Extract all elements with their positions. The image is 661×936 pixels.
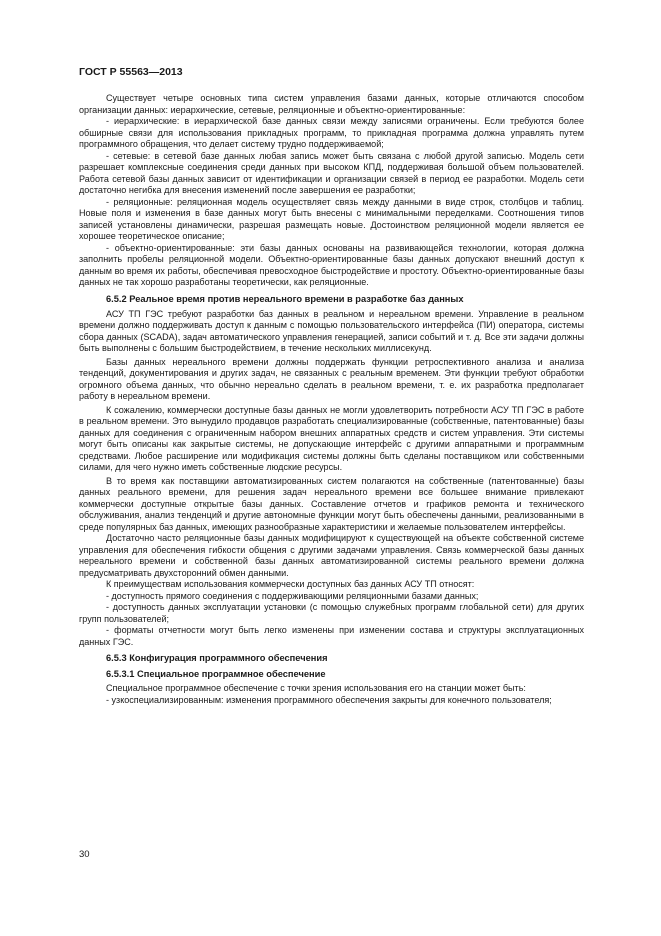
section-heading-6-5-3-1: 6.5.3.1 Специальное программное обеспечение <box>106 669 326 679</box>
list-item-report-formats: - форматы отчетности могут быть легко изменены при изменении состава и структуры эксплуатационных данных ГЭС. <box>79 625 584 647</box>
section-heading-6-5-3: 6.5.3 Конфигурация программного обеспечения <box>106 653 328 663</box>
paragraph-vendors: В то время как поставщики автоматизированных систем полагаются на собственные (патентованные) базы данных реального времени, для решения задач нереального времени все большее внимание привлекают коммерчески доступные открытые базы данных. Составление отчетов и графиков ремонта и технического обслуживания, анализ тенденций и другие автономные функции могут быть обеспечены данными, реализованными в среде популярных баз данных, имеющих разнообразные характеристики и желаемые пользователем интерфейсы. <box>79 475 584 532</box>
paragraph-relational-mod: Достаточно часто реляционные базы данных модифицируют к существующей на объекте собственной системе управления для обеспечения гибкости общения с другими задачами управления. Связь коммерческой базы данных нереального времени и собственной базы данных автоматизированной системы реального времени должна предусматривать двухсторонний обмен данными. <box>79 533 584 578</box>
section-heading-6-5-2: 6.5.2 Реальное время против нереального времени в разработке баз данных <box>106 293 464 304</box>
page-body <box>79 93 584 706</box>
list-item-narrow-specialized: - узкоспециализированным: изменения программного обеспечения закрыты для конечного пользователя; <box>106 694 552 705</box>
list-item-network: - сетевые: в сетевой базе данных любая запись может быть связана с любой другой записью. Модель сети разрешает комплексные соединения среди данных при высоком КПД, поддерживая большой объем пользователей. Работа сетевой базы данных зависит от идентификации и организации связей в период ее разработки. Модель сети достаточно негибка для внесения изменений после завершения ее разработки; <box>79 150 584 195</box>
paragraph-intro: Существует четыре основных типа систем управления базами данных, которые отличаются способом организации данных: иерархические, сетевые, реляционные и объектно-ориентированные: <box>79 93 584 115</box>
paragraph-advantages: К преимуществам использования коммерчески доступных баз данных АСУ ТП относят: <box>106 579 475 589</box>
paragraph-realtime: АСУ ТП ГЭС требуют разработки баз данных в реальном и нереальном времени. Управление в реальном времени должно поддерживать доступ к данным с помощью пользовательского интерфейса (ПИ) оператора, системы сбора данных (SCADA), задач автоматического управления генерацией, записи событий и т. д. Все эти задачи должны быть выполнены с большим быстродействием, в течение нескольких миллисекунд. <box>79 308 584 353</box>
list-item-hierarchical: - иерархические: в иерархической базе данных связи между записями ограничены. Если требуются более обширные связи для использования прикладных программ, то прикладная программа должна управлять путем программного обращения, что делает систему трудно поддерживаемой; <box>79 116 584 149</box>
list-item-data-availability: - доступность данных эксплуатации установки (с помощью служебных программ глобальной сети) для других групп пользователей; <box>79 602 584 624</box>
paragraph-commercial: К сожалению, коммерчески доступные базы данных не могли удовлетворить потребности АСУ ТП ГЭС в работе в реальном времени. Это вынудило продавцов разработать специализированные (собственные, патентованные) базы данных для соединения с ограниченным набором внешних аппаратных средств и систем управления. Эти системы могут быть описаны как закрытые системы, не допускающие интерфейс с другими аппаратными и программным средствами. Любое расширение или модификация системы должны быть сделаны поставщиком или собственными силами, для чего нужно иметь собственные людские ресурсы. <box>79 404 584 472</box>
paragraph-special-software: Специальное программное обеспечение с точки зрения использования его на станции может быть: <box>106 683 526 693</box>
document-header: ГОСТ Р 55563—2013 <box>79 66 183 78</box>
paragraph-nonrealtime: Базы данных нереального времени должны поддержать функции ретроспективного анализа и анализа тенденций, документирования и других задач, не связанных с реальным временем. Эти функции требуют обработки огромного объема данных, что обычно нереально сделать в реальном времени, т. е. их разработка предполагает работу в нереальном времени. <box>79 356 584 401</box>
list-item-direct-connection: - доступность прямого соединения с поддерживающими реляционными базами данных; <box>106 590 479 601</box>
page-number: 30 <box>79 849 90 860</box>
list-item-object-oriented: - объектно-ориентированные: эти базы данных основаны на развивающейся технологии, которая должна заполнить пробелы реляционной модели. Объектно-ориентированные базы данных допускают внешний доступ к данным во время их работы, обеспечивая превосходное быстродействие и простоту. Объектно-ориентированные базы данных не так хорошо разработаны теоретически, как реляционные. <box>79 242 584 287</box>
list-item-relational: - реляционные: реляционная модель осуществляет связь между данными в виде строк, столбцов и таблиц. Новые поля и изменения в базе данных могут быть внесены с минимальными переделками. Соотношения типов записей установлены динамически, разрешая размещать новые. Достоинством реляционной модели является ее хорошее теоретическое описание; <box>79 196 584 241</box>
